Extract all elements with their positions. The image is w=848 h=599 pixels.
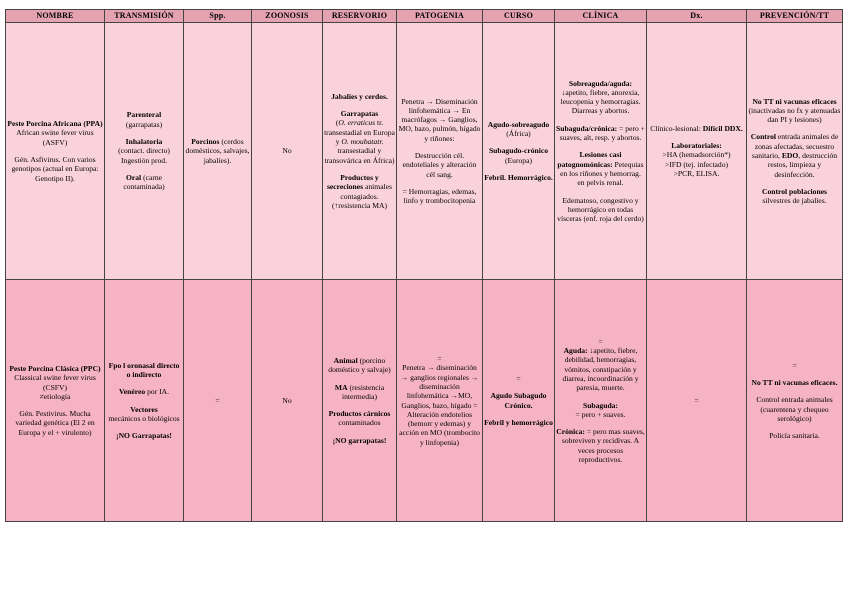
ppc-venereo-det: por IA.	[147, 387, 169, 397]
ppa-species-1-det: tr. transestadial en Europa y	[324, 118, 395, 147]
ppa-patogenia-2: Destrucción cél. endoteliales y alteración cél sang.	[402, 151, 477, 179]
ppc-no-garrapatas: ¡NO Garrapatas!	[116, 431, 172, 441]
col-header-nombre: NOMBRE	[6, 10, 105, 23]
cell-ppa-curso	[483, 23, 555, 280]
ppa-dx-lab-2: >IFD (tej. infectado)	[664, 159, 729, 169]
ppa-english: African swine fever virus	[16, 128, 94, 138]
document-page	[5, 9, 843, 522]
ppa-clinica-edema: Edematoso, congestivo y hemorrágico en todas vísceras (enf. roja del cerdo)	[557, 195, 644, 224]
ppc-vectores-det: mecánicos o biológicos	[108, 413, 180, 423]
ppa-curso-febril: Febril. Hemorrágico.	[484, 172, 553, 182]
ppa-curso-subagudo: Subagudo-crónico	[488, 146, 549, 156]
ppa-parenteral: Parenteral	[126, 110, 162, 120]
cell-ppc-transmision	[105, 280, 184, 522]
ppc-clinica-eq: =	[598, 336, 603, 346]
ppc-english: Classical swine fever virus	[14, 373, 96, 383]
ppc-reservorio-no-garrapatas: ¡NO garrapatas!	[332, 435, 387, 445]
ppc-control: Control entrada animales (cuarentena y chequeo serológico)	[756, 395, 833, 423]
header-row	[6, 10, 843, 23]
ppc-vectores: Vectores	[130, 404, 158, 414]
ppa-spp-rest: (cerdos domésticos, salvajes, jabalíes).	[185, 137, 250, 165]
cell-ppa-dx	[647, 23, 747, 280]
ppc-curso-agudo: Agudo Subagudo Crónico.	[490, 391, 547, 410]
ppc-curso-febril: Febril y hemorrágico	[484, 417, 553, 427]
ppa-oral: Oral	[125, 172, 142, 182]
cell-ppc-curso	[483, 280, 555, 522]
ppa-edo-det: , destrucción restos, limpieza y desinfección.	[767, 151, 838, 179]
col-header-spp: Spp.	[184, 10, 252, 23]
col-header-dx: Dx.	[647, 10, 747, 23]
ppa-inhalatoria: Inhalatoria	[125, 137, 163, 147]
cell-ppc-clinica	[555, 280, 647, 522]
ppa-dx-lab-3: >PCR, ELISA.	[673, 168, 720, 178]
ppa-jabalies: Jabalíes y cerdos.	[331, 91, 388, 101]
ppa-spp-bold: Porcinos	[191, 137, 220, 147]
cell-ppa-spp	[184, 23, 252, 280]
col-header-prevencion: PREVENCIÓN/TT	[747, 10, 843, 23]
cell-ppc-reservorio	[323, 280, 397, 522]
ppc-patogenia-text: Penetra → diseminación → ganglios regionales → diseminación linfohemática →MO, Ganglios, bazo, hígado = Alteración endotelios (hemorr y edemas) y acción en MO (trombocito y linfopenia)	[399, 363, 480, 447]
cell-ppa-zoonosis: No	[252, 23, 323, 280]
ppa-species-2-det: transestadial y transovárica en África)	[324, 146, 395, 165]
ppc-prevencion-eq: =	[792, 360, 797, 370]
ppa-parenteral-det: (garrapatas)	[125, 119, 163, 129]
ppa-abbr: (ASFV)	[42, 137, 68, 147]
table-row-ppc	[6, 280, 843, 522]
ppc-animal-det: (porcino doméstico y salvaje)	[328, 355, 391, 375]
col-header-curso: CURSO	[483, 10, 555, 23]
ppa-patogenia-1: Penetra → Diseminación linfohemática → En macrófagos → Ganglios, MO, bazo, pulmón, hígado y riñones:	[398, 96, 481, 143]
ppc-aguda-title: Aguda:	[563, 346, 588, 356]
col-header-zoonosis: ZOONOSIS	[252, 10, 323, 23]
col-header-reservorio: RESERVORIO	[323, 10, 397, 23]
ppc-venereo: Venéreo	[119, 387, 146, 397]
col-header-clinica: CLÍNICA	[555, 10, 647, 23]
cell-ppa-prevencion	[747, 23, 843, 280]
ppc-aguda-text: ↓apetito, fiebre, debilidad, hemorragias, vómitos, constipación y diarrea, incoordinación y paresia, muerte.	[562, 346, 639, 393]
ppc-animal: Animal	[333, 355, 358, 365]
ppc-policia: Policía sanitaria.	[769, 431, 820, 441]
ppc-genero: Gén. Pestivirus. Mucha variedad genética (El 2 en Europa y el + virulento)	[15, 409, 95, 437]
ppc-ma: MA	[334, 382, 348, 392]
ppa-garrapatas: Garrapatas	[340, 109, 379, 119]
ppc-patogenia-eq: =	[437, 354, 442, 364]
ppa-oral-det: (carne contaminada)	[123, 172, 165, 192]
ppc-abbr: (CSFV)	[42, 382, 68, 392]
ppa-no-tt: No TT ni vacunas eficaces	[752, 96, 837, 106]
table-row-ppa	[6, 23, 843, 280]
ppa-curso-subagudo-det: (Europa)	[505, 155, 532, 165]
cell-ppa-transmision	[105, 23, 184, 280]
ppa-productos: Productos y secreciones	[326, 172, 379, 192]
cell-ppc-nombre	[6, 280, 105, 522]
ppa-curso-agudo-det: (África)	[506, 129, 531, 139]
ppa-title: Peste Porcina Africana (PPA)	[7, 119, 103, 129]
ppa-clinica-sobre-text: ↓apetito, fiebre, anorexia, leucopenia y hemorragias. Diarreas y abortos.	[560, 87, 641, 116]
ppa-productos-det: animales contagiados. (↑resistencia MA)	[331, 182, 393, 210]
ppc-fpo: Fpo l oronasal directo o indirecto	[108, 360, 180, 379]
ppc-no-tt: No TT ni vacunas eficaces.	[751, 377, 838, 387]
ppa-control: Control	[750, 132, 776, 142]
cell-ppc-dx: =	[647, 280, 747, 522]
ppa-no-tt-det: (inactivadas no fx y atenuadas dan PI y lesiones)	[748, 105, 841, 125]
cell-ppa-reservorio: Jabalíes y cerdos. Garrapatas (O. erraticus tr. transestadial en Europa y O. moubatatr. transestadial y transovárica en África) Productos y secreciones animales contagiados. (↑resistencia MA)	[323, 23, 397, 280]
ppc-curso-eq: =	[516, 373, 521, 383]
disease-comparison-table	[5, 9, 843, 522]
ppa-dx-clinico-bold: Difícil DDX.	[702, 123, 743, 133]
ppc-productos-det: contaminados	[338, 418, 381, 428]
cell-ppc-prevencion	[747, 280, 843, 522]
ppa-silv: Control poblaciones	[761, 186, 828, 196]
cell-ppa-nombre	[6, 23, 105, 280]
ppa-species-2: O. moubatatr.	[341, 137, 384, 147]
cell-ppa-patogenia	[397, 23, 483, 280]
ppa-curso-agudo: Agudo-sobreagudo	[487, 119, 550, 129]
cell-ppc-spp: =	[184, 280, 252, 522]
ppa-dx-lab-1: >HA (hemadsorción*)	[662, 150, 731, 160]
ppc-etiologia: ≠etiología	[39, 391, 71, 401]
cell-ppc-zoonosis: No	[252, 280, 323, 522]
ppa-genero: Gén. Asfivirus. Con varios genotipos (actual en Europa: Genotipo II).	[11, 155, 99, 183]
ppa-edo: EDO	[781, 151, 799, 160]
ppa-control-det: entrada animales de zonas afectadas, secuestro sanitario,	[751, 132, 839, 160]
ppa-lesiones-title: Lesiones casi patognomónicas:	[557, 150, 622, 169]
ppc-ma-det: (resistencia intermedia)	[342, 382, 385, 401]
ppc-cronica-text: = pero mas suaves, sobreviven y recidivas. A veces procesos reproductivos.	[561, 427, 645, 464]
ppa-lesiones-text: Petequias en los riñones y hemorrag. en pelvis renal.	[560, 159, 644, 188]
ppa-patogenia-3: = Hemorragias, edemas, linfo y trombocitopenia	[402, 186, 477, 206]
ppa-clinica-sobre-title: Sobreaguda/aguda:	[568, 78, 633, 88]
cell-ppc-patogenia	[397, 280, 483, 522]
ppa-inhalatoria-det: (contact. directo) Ingestión prod.	[118, 146, 170, 165]
ppa-clinica-sub-title: Subaguda/crónica:	[556, 123, 618, 133]
col-header-patogenia: PATOGENIA	[397, 10, 483, 23]
ppc-cronica-title: Crónica:	[556, 427, 585, 437]
ppc-productos: Productos cárnicos	[328, 409, 391, 419]
cell-ppa-clinica	[555, 23, 647, 280]
ppa-silv-det: silvestres de jabalíes.	[762, 196, 827, 206]
ppa-species-1: O. erraticus	[338, 118, 376, 128]
ppa-dx-lab-title: Laboratoriales:	[671, 141, 722, 151]
ppa-dx-clinico: Clínico-lesional:	[650, 123, 701, 133]
ppa-clinica-sub-text: = pero + suaves, alt, resp. y abortos.	[559, 123, 645, 143]
ppc-subaguda-text: = pero + suaves.	[575, 409, 626, 419]
ppc-subaguda-title: Subaguda:	[582, 400, 619, 410]
ppc-title: Peste Porcina Clásica (PPC)	[9, 363, 101, 373]
col-header-transmision: TRANSMISIÓN	[105, 10, 184, 23]
